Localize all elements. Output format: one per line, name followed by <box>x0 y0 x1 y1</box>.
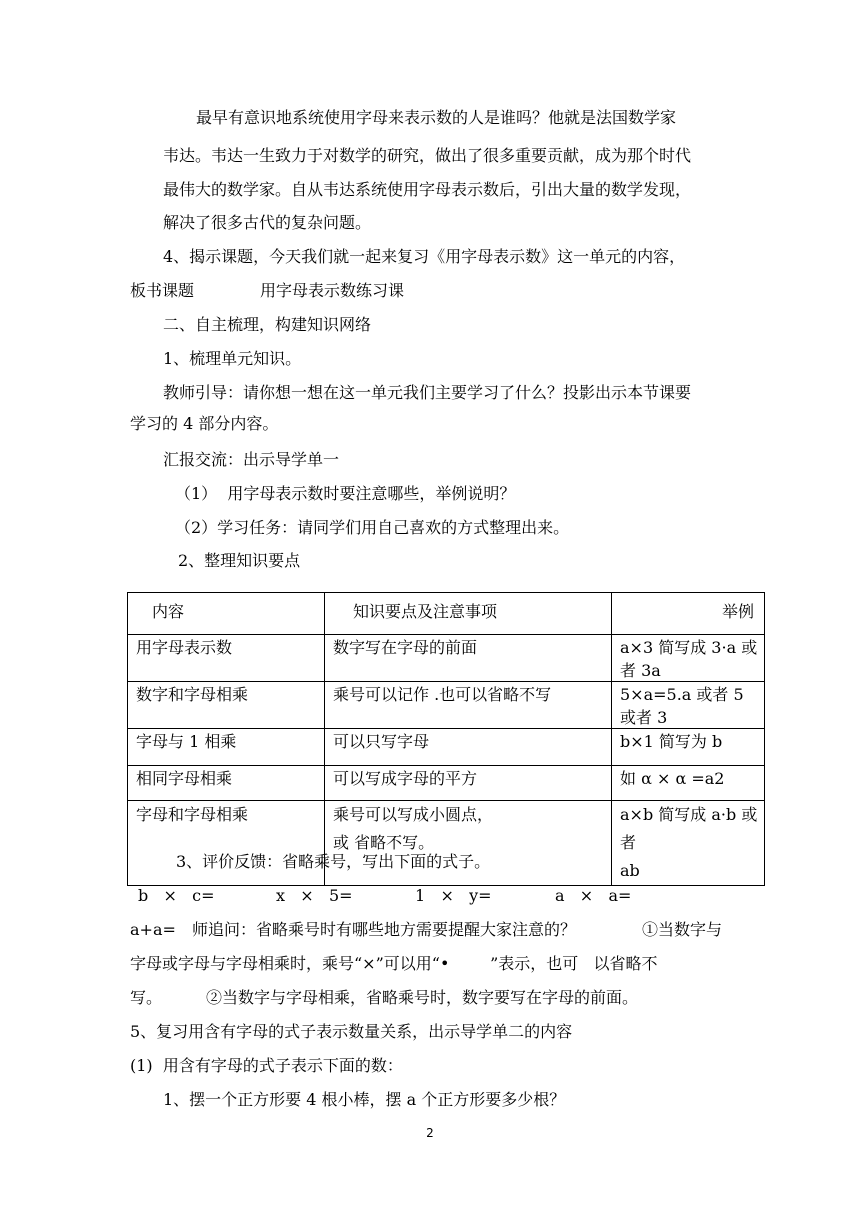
table-cell: a×3 简写成 3·a 或者 3a <box>612 635 765 682</box>
board-title: 用字母表示数练习课 <box>260 281 405 300</box>
table-cell <box>325 801 612 886</box>
note-line: 字母或字母与字母相乘时，乘号“×”可以用“• ”表示，也可 以省略不 <box>130 954 658 973</box>
paragraph-line: 韦达。韦达一生致力于对数学的研究，做出了很多重要贡献，成为那个时代 <box>163 146 692 165</box>
note-line: 写。 <box>130 988 163 1007</box>
section-heading: 二、自主梳理，构建知识网络 <box>163 315 372 334</box>
note-2: ②当数字与字母相乘，省略乘号时，数字要写在字母的前面。 <box>206 988 639 1007</box>
table-cell: 数字和字母相乘 <box>128 682 325 729</box>
table-cell-line: 或 省略不写。 <box>333 833 435 852</box>
board-title-label: 板书课题 <box>130 281 195 300</box>
paragraph-line: 解决了很多古代的复杂问题。 <box>163 213 372 232</box>
table-header-row <box>128 593 765 635</box>
exercise: 1 × y= <box>415 886 492 905</box>
table-cell <box>612 801 765 886</box>
note-1-start: ①当数字与 <box>642 920 723 939</box>
table-row <box>128 682 765 729</box>
paragraph-line: 最伟大的数学家。自从韦达系统使用字母表示数后，引出大量的数学发现， <box>163 180 692 199</box>
step4-text: 4、揭示课题，今天我们就一起来复习《用字母表示数》这一单元的内容， <box>163 247 686 266</box>
step5-sub: (1) 用含有字母的式子表示下面的数： <box>130 1056 403 1075</box>
table-cell-line: a×b 简写成 a·b 或者 <box>620 805 758 852</box>
item-2: 2、整理知识要点 <box>178 551 301 570</box>
table-header: 举例 <box>612 593 765 635</box>
report-exchange: 汇报交流：出示导学单一 <box>163 450 340 469</box>
step3-heading: 3、评价反馈：省略乘号，写出下面的式子。 <box>176 852 491 871</box>
table-cell: 数字写在字母的前面 <box>325 635 612 682</box>
table-cell: 可以写成字母的平方 <box>325 766 612 801</box>
exercise: a+a= <box>130 920 176 939</box>
table-header: 内容 <box>128 593 325 635</box>
table-cell: 5×a=5.a 或者 5 或者 3 <box>612 682 765 729</box>
item-1: 1、梳理单元知识。 <box>163 349 302 368</box>
exercise: a × a= <box>555 886 632 905</box>
exercise: x × 5= <box>276 886 353 905</box>
step5-question: 1、摆一个正方形要 4 根小棒，摆 a 个正方形要多少根？ <box>163 1090 566 1109</box>
table-row <box>128 635 765 682</box>
table-cell: b×1 简写为 b <box>612 729 765 766</box>
teacher-followup: 师追问：省略乘号时有哪些地方需要提醒大家注意的？ <box>192 920 577 939</box>
table-cell: 如 α × α =a2 <box>612 766 765 801</box>
table-cell: 乘号可以记作 .也可以省略不写 <box>325 682 612 729</box>
exercise: b × c= <box>138 886 215 905</box>
page-number: 2 <box>426 1126 434 1140</box>
step5-heading: 5、复习用含有字母的式子表示数量关系，出示导学单二的内容 <box>130 1022 573 1041</box>
teacher-guide: 学习的 4 部分内容。 <box>130 414 279 433</box>
question-2: （2）学习任务：请同学们用自己喜欢的方式整理出来。 <box>175 518 570 537</box>
table-row <box>128 766 765 801</box>
table-row <box>128 729 765 766</box>
table-cell: 用字母表示数 <box>128 635 325 682</box>
table-cell-line: ab <box>620 861 640 880</box>
table-cell: 字母与 1 相乘 <box>128 729 325 766</box>
question-1: （1） 用字母表示数时要注意哪些，举例说明？ <box>175 484 516 503</box>
table-cell: 可以只写字母 <box>325 729 612 766</box>
table-cell: 相同字母相乘 <box>128 766 325 801</box>
table-cell: 字母和字母相乘 <box>128 801 325 886</box>
teacher-guide: 教师引导：请你想一想在这一单元我们主要学习了什么？投影出示本节课要 <box>163 383 692 402</box>
knowledge-table <box>127 592 765 886</box>
table-row <box>128 801 765 886</box>
paragraph-line: 最早有意识地系统使用字母来表示数的人是谁吗？他就是法国数学家 <box>196 108 677 127</box>
table-cell-line: 乘号可以写成小圆点， <box>333 805 494 824</box>
table-header: 知识要点及注意事项 <box>325 593 612 635</box>
